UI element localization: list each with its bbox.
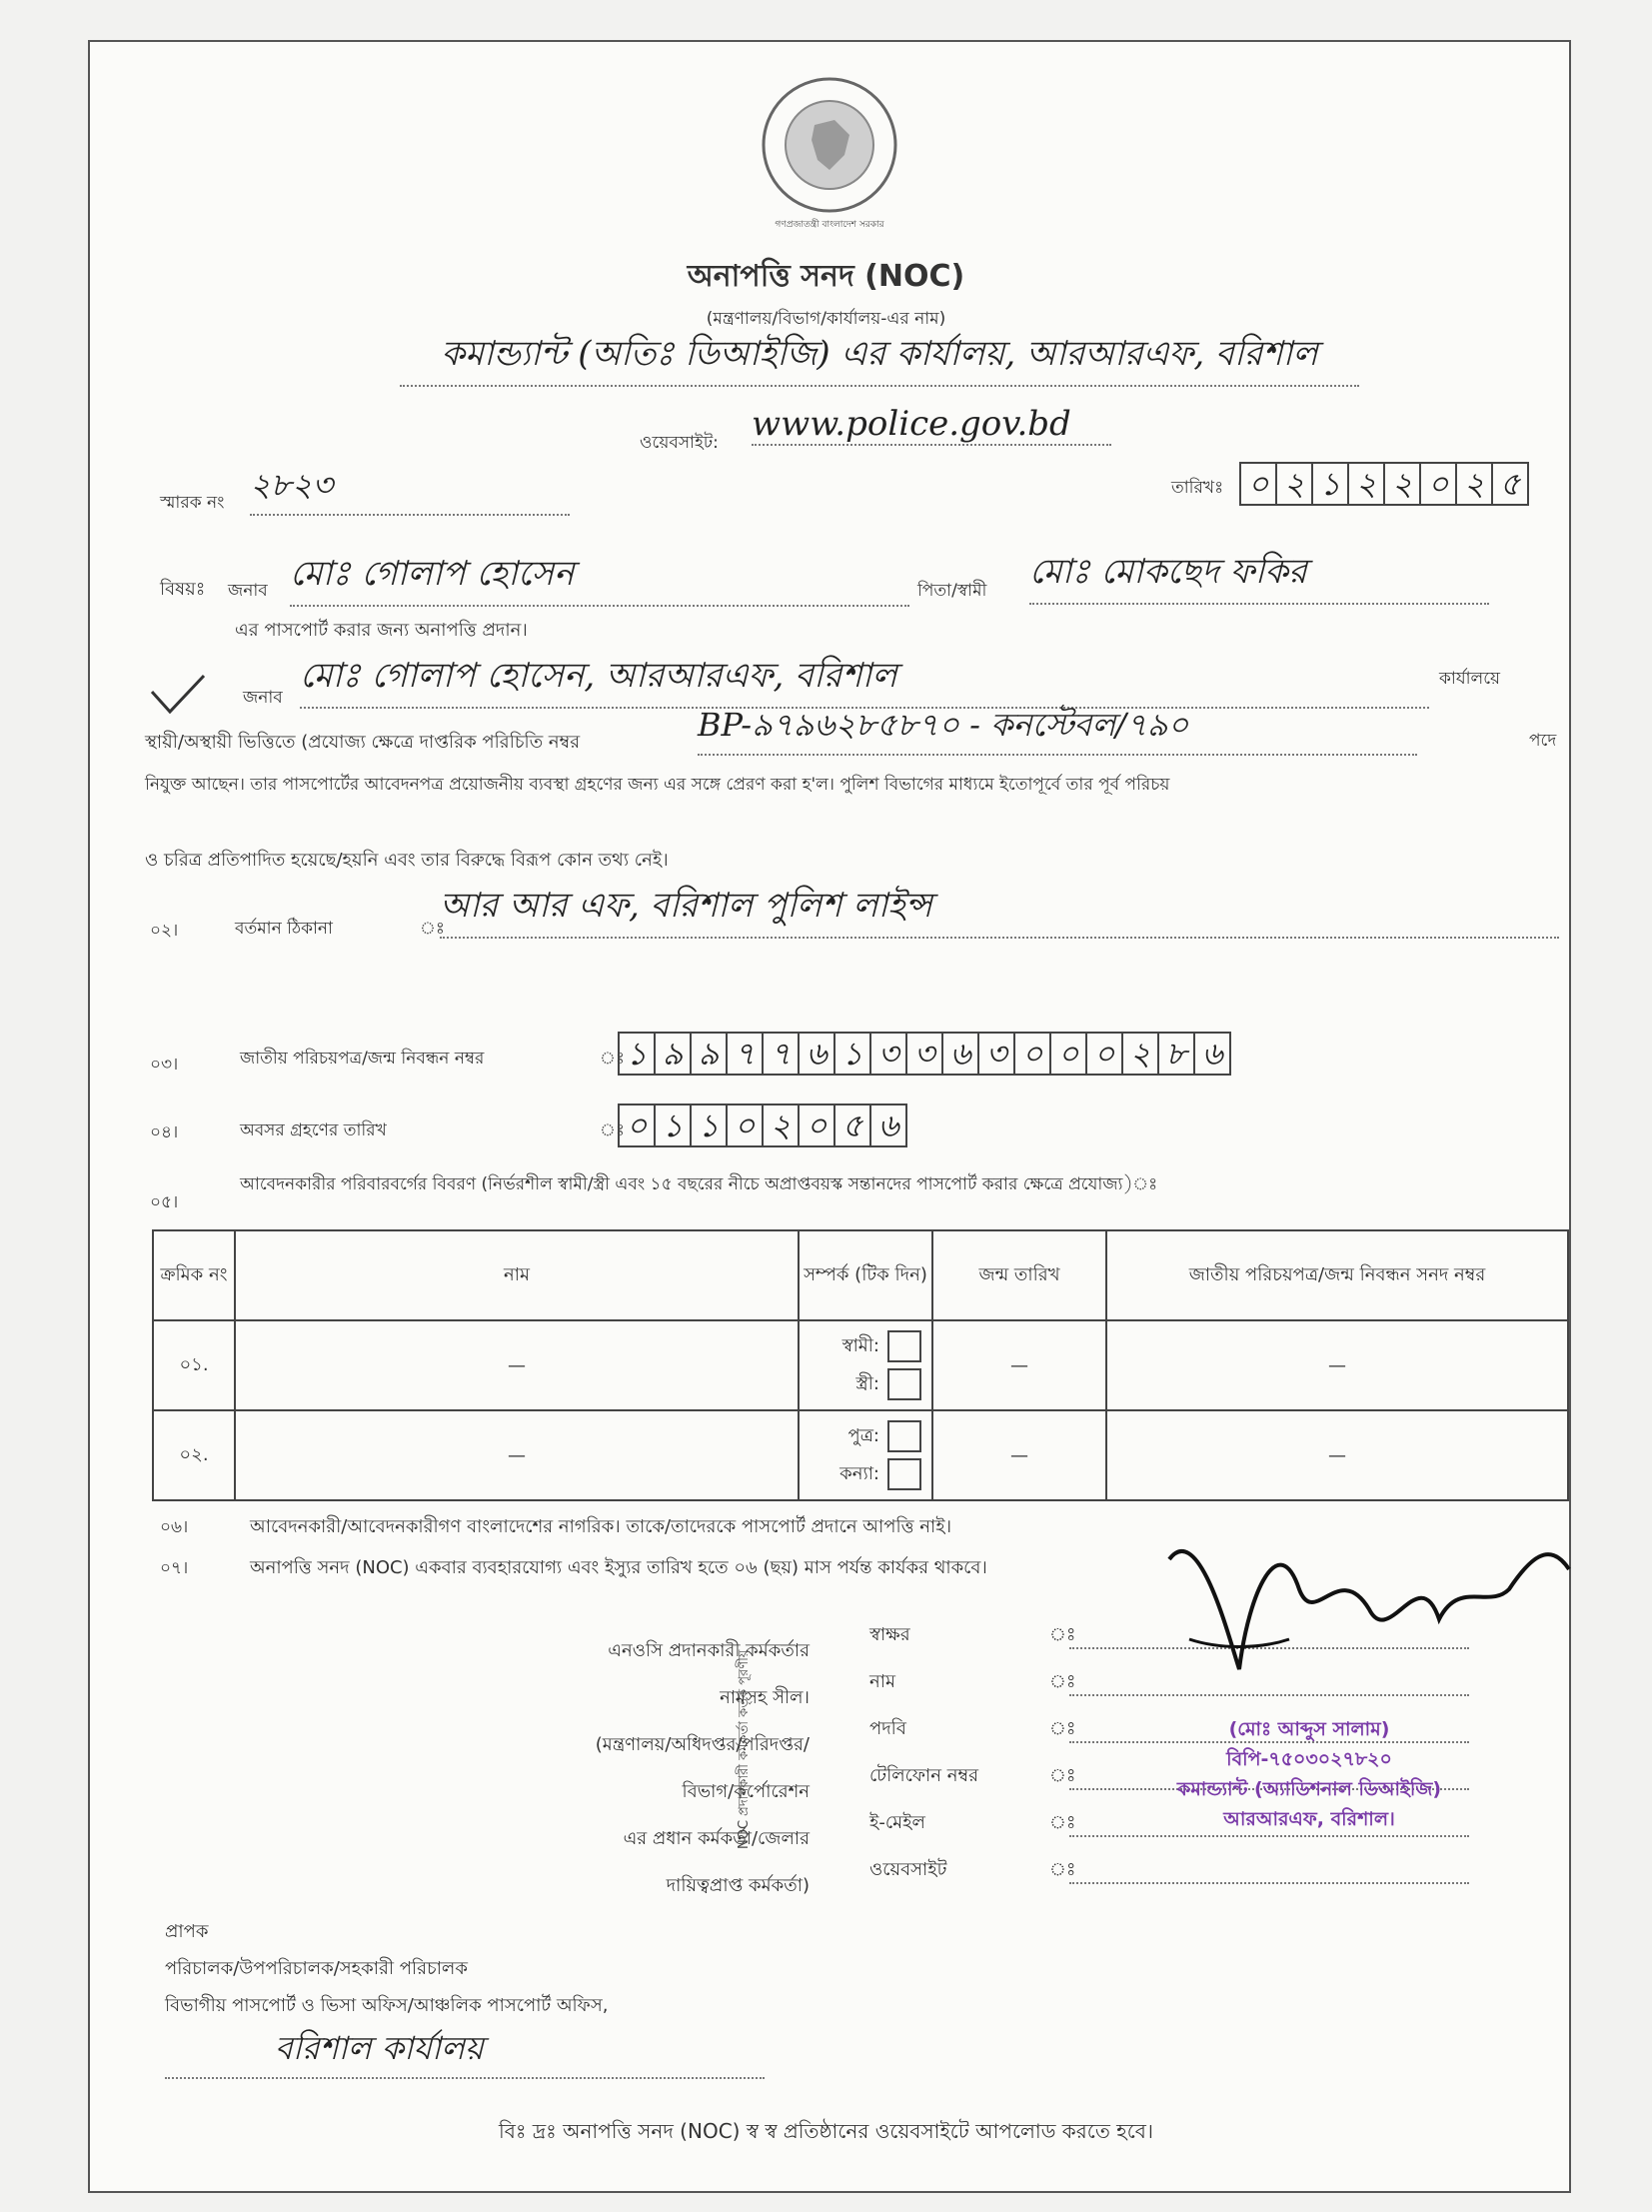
date-digit: ২ bbox=[1347, 462, 1385, 506]
ministry-label: (মন্ত্রণালয়/বিভাগ/কার্যালয়-এর নাম) bbox=[706, 309, 946, 329]
date-digit: ২ bbox=[1455, 462, 1493, 506]
officer-vertical-label: NOC প্রদানকারী কর্মকর্তা কর্তৃক পূরণীয় bbox=[737, 1649, 752, 1849]
note-06-number: ০৬। bbox=[160, 1517, 189, 1537]
item-04-number: ০৪। bbox=[150, 1122, 179, 1142]
office-suffix: কার্যালয়ে bbox=[1439, 669, 1501, 689]
website-label: ওয়েবসাইট: bbox=[640, 433, 719, 453]
checkmark-icon bbox=[148, 672, 208, 722]
date-digit: ২ bbox=[1383, 462, 1421, 506]
row1-nid: — bbox=[1106, 1320, 1568, 1410]
official-id: BP-৯৭৯৬২৮৫৮৭০ - কনস্টেবল/৭৯০ bbox=[698, 700, 1417, 756]
nid-digit: ২ bbox=[1121, 1032, 1159, 1076]
retirement-date-digit: ২ bbox=[762, 1104, 800, 1147]
husband-checkbox[interactable] bbox=[887, 1330, 921, 1362]
header-dob: জন্ম তারিখ bbox=[932, 1230, 1106, 1320]
date-boxes bbox=[1241, 462, 1529, 506]
website-value: www.police.gov.bd bbox=[752, 404, 1111, 446]
daughter-checkbox[interactable] bbox=[887, 1458, 921, 1490]
nid-digit: ১ bbox=[618, 1032, 656, 1076]
retirement-date-digit: ১ bbox=[654, 1104, 692, 1147]
son-checkbox[interactable] bbox=[887, 1420, 921, 1452]
father-name: মোঃ মোকছেদ ফকির bbox=[1029, 546, 1489, 605]
officer-field: পদবি ঃ bbox=[869, 1705, 1569, 1752]
nid-digit: ০ bbox=[1013, 1032, 1051, 1076]
retirement-date-boxes bbox=[620, 1104, 907, 1147]
family-table bbox=[152, 1229, 1569, 1501]
retirement-date-digit: ০ bbox=[726, 1104, 764, 1147]
nid-digit: ৭ bbox=[762, 1032, 800, 1076]
officer-left-line: দায়িত্বপ্রাপ্ত কর্মকর্তা) bbox=[666, 1875, 810, 1896]
note-07-number: ০৭। bbox=[160, 1558, 189, 1578]
body-para1: নিযুক্ত আছেন। তার পাসপোর্টের আবেদনপত্র প্রয়োজনীয় ব্যবস্থা গ্রহণের জন্য এর সঙ্গে প্রেরণ করা হ'ল। পুলিশ বিভাগের মাধ্যমে ইতোপূর্বে তার পূর্ব পরিচয় bbox=[145, 775, 1170, 795]
signature-icon bbox=[1139, 1499, 1579, 1689]
subject-line2: এর পাসপোর্ট করার জন্য অনাপত্তি প্রদান। bbox=[235, 620, 528, 641]
note-07: অনাপত্তি সনদ (NOC) একবার ব্যবহারযোগ্য এবং ইস্যুর তারিখ হতে ০৬ (ছয়) মাস পর্যন্ত কার্যকর থাকবে। bbox=[250, 1557, 987, 1578]
recipient-office: বরিশাল কার্যালয় bbox=[165, 2023, 765, 2079]
item-02-number: ০২। bbox=[150, 921, 179, 941]
stamp-line: আরআরএফ, বরিশাল। bbox=[1223, 1808, 1395, 1830]
father-label: পিতা/স্বামী bbox=[917, 581, 987, 601]
officer-field: নাম ঃ bbox=[869, 1658, 1569, 1705]
current-address: আর আর এফ, বরিশাল পুলিশ লাইন্স bbox=[440, 880, 1559, 939]
recipient-label: প্রাপক bbox=[165, 1921, 209, 1942]
government-seal: গণপ্রজাতন্ত্রী বাংলাদেশ সরকার bbox=[760, 75, 899, 215]
row2-dob: — bbox=[932, 1410, 1106, 1500]
nid-digit: ৭ bbox=[726, 1032, 764, 1076]
nid-digit: ৬ bbox=[798, 1032, 835, 1076]
officer-field: ই-মেইল ঃ bbox=[869, 1799, 1569, 1846]
row2-name: — bbox=[235, 1410, 799, 1500]
retirement-date-digit: ০ bbox=[618, 1104, 656, 1147]
office-name: কমান্ড্যান্ট (অতিঃ ডিআইজি) এর কার্যালয়, আরআরএফ, বরিশাল bbox=[400, 328, 1359, 387]
page-title: অনাপত্তি সনদ (NOC) bbox=[687, 259, 965, 294]
nid-digit: ৬ bbox=[1193, 1032, 1231, 1076]
post-suffix: পদে bbox=[1529, 731, 1557, 751]
seal-icon bbox=[760, 75, 899, 215]
subject-janab: জনাব bbox=[228, 581, 268, 601]
nid-digit: ৯ bbox=[654, 1032, 692, 1076]
date-digit: ২ bbox=[1275, 462, 1313, 506]
item-05-label: আবেদনকারীর পরিবারবর্গের বিবরণ (নির্ভরশীল স্বামী/স্ত্রী এবং ১৫ বছরের নীচে অপ্রাপ্তবয়স্ক সন্তানদের পাসপোর্ট করার ক্ষেত্রে প্রযোজ্য)ঃ bbox=[240, 1174, 1158, 1194]
nid-digit: ৬ bbox=[941, 1032, 979, 1076]
retirement-date-digit: ৫ bbox=[833, 1104, 871, 1147]
header-name: নাম bbox=[235, 1230, 799, 1320]
item-03-label: জাতীয় পরিচয়পত্র/জন্ম নিবন্ধন নম্বর bbox=[240, 1049, 485, 1069]
officer-field: স্বাক্ষর ঃ bbox=[869, 1611, 1569, 1658]
date-digit: ১ bbox=[1311, 462, 1349, 506]
table-header-row bbox=[153, 1230, 1568, 1320]
official-stamp bbox=[1139, 1714, 1479, 1834]
nid-digit: ০ bbox=[1085, 1032, 1123, 1076]
applicant-name: মোঃ গোলাপ হোসেন bbox=[290, 548, 909, 607]
nid-digit: ৯ bbox=[690, 1032, 728, 1076]
officer-left-line: বিভাগ/কর্পোরেশন bbox=[682, 1781, 810, 1802]
officer-left-line: এর প্রধান কর্মকর্তা/জেলার bbox=[623, 1828, 810, 1849]
row1-name: — bbox=[235, 1320, 799, 1410]
nid-digit: ৩ bbox=[869, 1032, 907, 1076]
nid-digit: ৩ bbox=[905, 1032, 943, 1076]
item-03-number: ০৩। bbox=[150, 1055, 179, 1075]
date-digit: ০ bbox=[1239, 462, 1277, 506]
nid-digit: ৩ bbox=[977, 1032, 1015, 1076]
retirement-date-digit: ১ bbox=[690, 1104, 728, 1147]
body-para2: ও চরিত্র প্রতিপাদিত হয়েছে/হয়নি এবং তার বিরুদ্ধে বিরূপ কোন তথ্য নেই। bbox=[145, 850, 669, 871]
footer-note: বিঃ দ্রঃ অনাপত্তি সনদ (NOC) স্ব স্ব প্রতিষ্ঠানের ওয়েবসাইটে আপলোড করতে হবে। bbox=[498, 2119, 1154, 2143]
recipient-line1: পরিচালক/উপপরিচালক/সহকারী পরিচালক bbox=[165, 1958, 468, 1979]
row2-serial: ০২. bbox=[153, 1410, 235, 1500]
item-04-label: অবসর গ্রহণের তারিখ bbox=[240, 1120, 387, 1140]
header-nid: জাতীয় পরিচয়পত্র/জন্ম নিবন্ধন সনদ নম্বর bbox=[1106, 1230, 1568, 1320]
table-row bbox=[153, 1320, 1568, 1410]
status-text: স্থায়ী/অস্থায়ী ভিত্তিতে (প্রযোজ্য ক্ষেত্রে দাপ্তরিক পরিচিতি নম্বর bbox=[145, 732, 581, 753]
date-digit: ৫ bbox=[1491, 462, 1529, 506]
recipient-line2: বিভাগীয় পাসপোর্ট ও ভিসা অফিস/আঞ্চলিক পাসপোর্ট অফিস, bbox=[165, 1995, 609, 2016]
header-relation: সম্পর্ক (টিক দিন) bbox=[799, 1230, 932, 1320]
memo-number: ২৮২৩ bbox=[250, 460, 570, 516]
nid-digit: ১ bbox=[833, 1032, 871, 1076]
subject-label: বিষয়ঃ bbox=[160, 579, 206, 600]
row1-relation: স্বামী: স্ত্রী: bbox=[799, 1320, 932, 1410]
retirement-date-digit: ৬ bbox=[869, 1104, 907, 1147]
retirement-date-digit: ০ bbox=[798, 1104, 835, 1147]
office-fill: মোঃ গোলাপ হোসেন, আরআরএফ, বরিশাল bbox=[300, 650, 1429, 709]
memo-label: স্মারক নং bbox=[160, 493, 225, 513]
body-janab: জনাব bbox=[243, 688, 283, 708]
officer-field: টেলিফোন নম্বর ঃ bbox=[869, 1752, 1569, 1799]
row2-relation: পুত্র: কন্যা: bbox=[799, 1410, 932, 1500]
note-06: আবেদনকারী/আবেদনকারীগণ বাংলাদেশের নাগরিক। তাকে/তাদেরকে পাসপোর্ট প্রদানে আপত্তি নাই। bbox=[250, 1516, 952, 1537]
wife-checkbox[interactable] bbox=[887, 1368, 921, 1400]
stamp-line: (মোঃ আব্দুস সালাম) bbox=[1228, 1718, 1390, 1740]
officer-left-line: নামসহ সীল। bbox=[720, 1687, 810, 1708]
officer-left-line: (মন্ত্রণালয়/অধিদপ্তর/পরিদপ্তর/ bbox=[595, 1734, 810, 1755]
table-row bbox=[153, 1410, 1568, 1500]
nid-digit: ০ bbox=[1049, 1032, 1087, 1076]
date-label: তারিখঃ bbox=[1171, 478, 1224, 498]
date-digit: ০ bbox=[1419, 462, 1457, 506]
header-serial: ক্রমিক নং bbox=[153, 1230, 235, 1320]
item-05-number: ০৫। bbox=[150, 1192, 179, 1212]
nid-boxes bbox=[620, 1032, 1231, 1076]
officer-field: ওয়েবসাইট ঃ bbox=[869, 1846, 1569, 1893]
row2-nid: — bbox=[1106, 1410, 1568, 1500]
stamp-line: কমান্ড্যান্ট (অ্যাডিশনাল ডিআইজি) bbox=[1176, 1778, 1442, 1800]
officer-left-line: এনওসি প্রদানকারী কর্মকর্তার bbox=[608, 1640, 810, 1661]
row1-serial: ০১. bbox=[153, 1320, 235, 1410]
row1-dob: — bbox=[932, 1320, 1106, 1410]
stamp-line: বিপি-৭৫০৩০২৭৮২০ bbox=[1226, 1748, 1392, 1770]
item-02-label: বর্তমান ঠিকানা bbox=[235, 919, 333, 939]
nid-digit: ৮ bbox=[1157, 1032, 1195, 1076]
